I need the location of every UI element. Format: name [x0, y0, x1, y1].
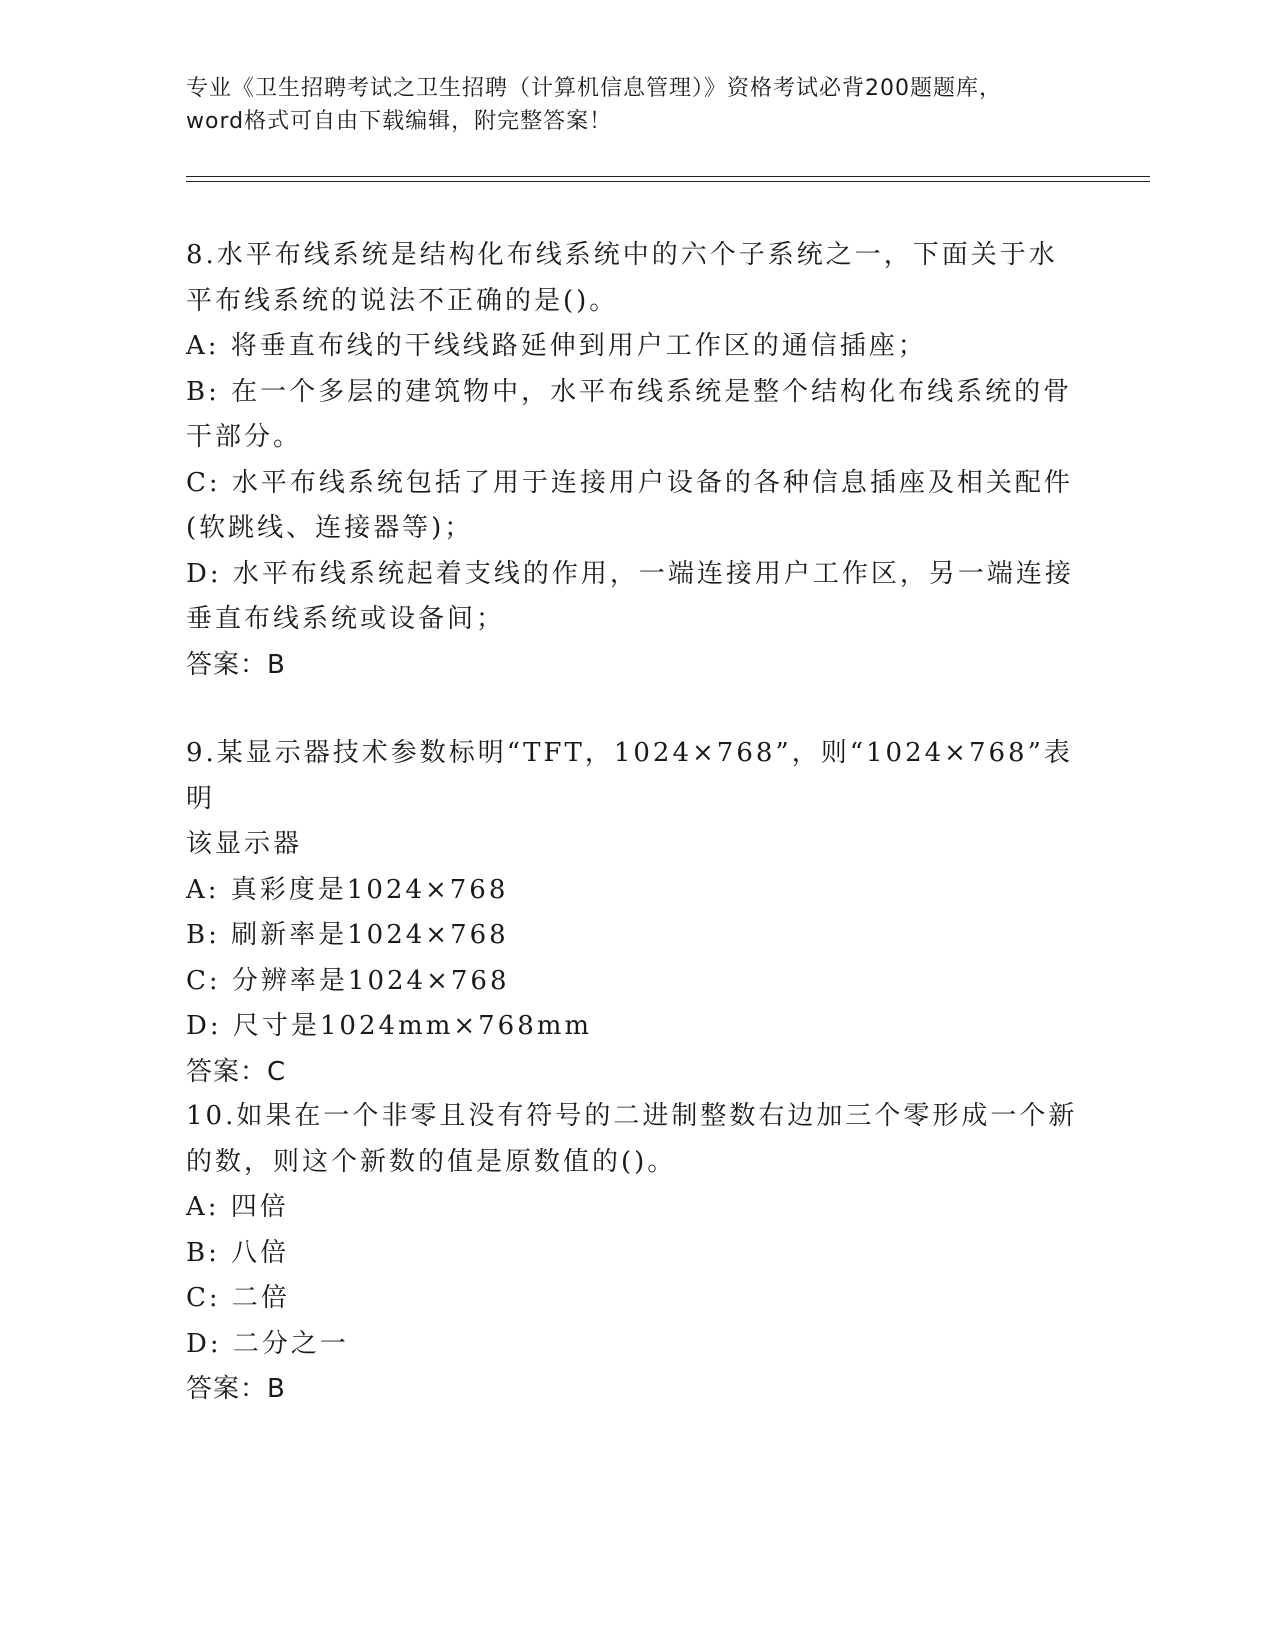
- header-title-line-1: 专业《卫生招聘考试之卫生招聘（计算机信息管理）》资格考试必背200题题库，: [186, 76, 1002, 101]
- option-c: C: 分辨率是1024×768: [186, 965, 510, 996]
- question-stem: [186, 233, 1086, 324]
- question-10: [186, 1094, 1086, 1413]
- question-stem-line-1: 10.如果在一个非零且没有符号的二进制整数右边加三个零形成一个新: [186, 1101, 1078, 1131]
- header-divider-bottom: [186, 181, 1150, 182]
- question-stem-line-2: 平布线系统的说法不正确的是()。: [186, 285, 619, 316]
- question-stem-line-2: 的数，则这个新数的值是原数值的()。: [186, 1146, 677, 1177]
- option-a: A: 四倍: [186, 1192, 289, 1222]
- question-stem-line-2: 该显示器: [186, 829, 303, 859]
- option-c: C: 二倍: [186, 1283, 290, 1313]
- option-d-line-2: 垂直布线系统或设备间；: [186, 604, 506, 634]
- option-a: A: 真彩度是1024×768: [186, 874, 509, 905]
- answer: 答案：B: [186, 649, 286, 680]
- option-d: [186, 552, 1086, 643]
- option-d: D: 二分之一: [186, 1328, 349, 1359]
- document-header: [186, 72, 1086, 138]
- question-stem: [186, 1094, 1086, 1185]
- option-d: D: 尺寸是1024mm×768mm: [186, 1011, 593, 1041]
- question-stem: [186, 731, 1086, 868]
- option-c-line-1: C: 水平布线系统包括了用于连接用户设备的各种信息插座及相关配件: [186, 467, 1073, 498]
- header-divider-top: [186, 176, 1150, 177]
- option-c: [186, 461, 1086, 552]
- answer: 答案：C: [186, 1056, 287, 1087]
- question-8: [186, 233, 1086, 688]
- question-stem-line-1: 9.某显示器技术参数标明“TFT，1024×768”，则“1024×768”表明: [186, 738, 1073, 814]
- header-title-line-2: word格式可自由下载编辑，附完整答案！: [186, 109, 613, 134]
- option-b: [186, 370, 1086, 461]
- question-9: [186, 731, 1086, 1095]
- option-b-line-2: 干部分。: [186, 422, 303, 452]
- option-c-line-2: (软跳线、连接器等)；: [186, 513, 474, 543]
- option-a: A: 将垂直布线的干线线路延伸到用户工作区的通信插座；: [186, 331, 927, 361]
- option-b-line-1: B: 在一个多层的建筑物中，水平布线系统是整个结构化布线系统的骨: [186, 376, 1073, 407]
- option-b: B: 八倍: [186, 1237, 290, 1268]
- option-d-line-1: D: 水平布线系统起着支线的作用，一端连接用户工作区，另一端连接: [186, 558, 1074, 589]
- question-stem-line-1: 8.水平布线系统是结构化布线系统中的六个子系统之一，下面关于水: [186, 240, 1058, 270]
- option-b: B: 刷新率是1024×768: [186, 920, 509, 950]
- answer: 答案：B: [186, 1374, 286, 1404]
